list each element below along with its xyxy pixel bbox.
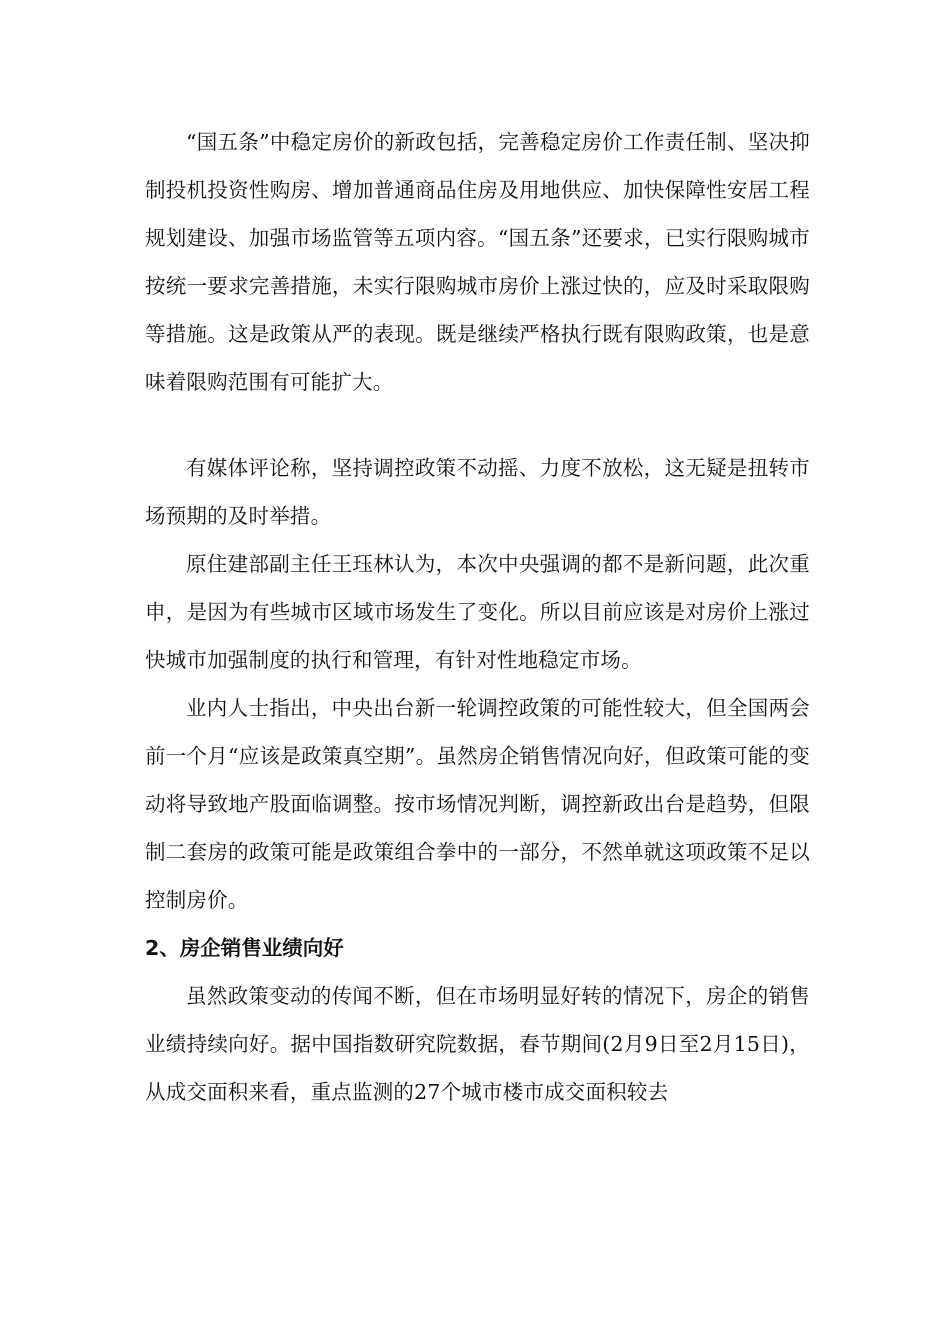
section-heading: 2、房企销售业绩向好 bbox=[145, 936, 344, 960]
paragraph-guowutiao: “国五条”中稳定房价的新政包括，完善稳定房价工作责任制、坚决抑制投机投资性购房、增加普通商品住房及用地供应、加快保障性安居工程规划建设、加强市场监管等五项内容。“国五条”还要求，已实行限购城市按统一要求完善措施，未实行限购城市房价上涨过快的，应及时采取限购等措施。这是政策从严的表现。既是继续严格执行既有限购政策，也是意味着限购范围有可能扩大。 bbox=[145, 130, 810, 394]
paragraph-industry-view: 业内人士指出，中央出台新一轮调控政策的可能性较大，但全国两会前一个月“应该是政策真空期”。虽然房企销售情况向好，但政策可能的变动将导致地产股面临调整。按市场情况判断，调控新政出台是趋势，但限制二套房的政策可能是政策组合拳中的一部分，不然单就这项政策不足以控制房价。 bbox=[145, 696, 810, 912]
document-page bbox=[145, 118, 810, 1116]
paragraph-media-comment: 有媒体评论称，坚持调控政策不动摇、力度不放松，这无疑是扭转市场预期的及时举措。 bbox=[145, 456, 810, 528]
paragraph-wang-juelin: 原住建部副主任王珏林认为，本次中央强调的都不是新问题，此次重申，是因为有些城市区域市场发生了变化。所以目前应该是对房价上涨过快城市加强制度的执行和管理，有针对性地稳定市场。 bbox=[145, 552, 810, 672]
paragraph-sales-performance: 虽然政策变动的传闻不断，但在市场明显好转的情况下，房企的销售业绩持续向好。据中国指数研究院数据，春节期间(2月9日至2月15日)，从成交面积来看，重点监测的27个城市楼市成交面积较去 bbox=[145, 984, 810, 1104]
